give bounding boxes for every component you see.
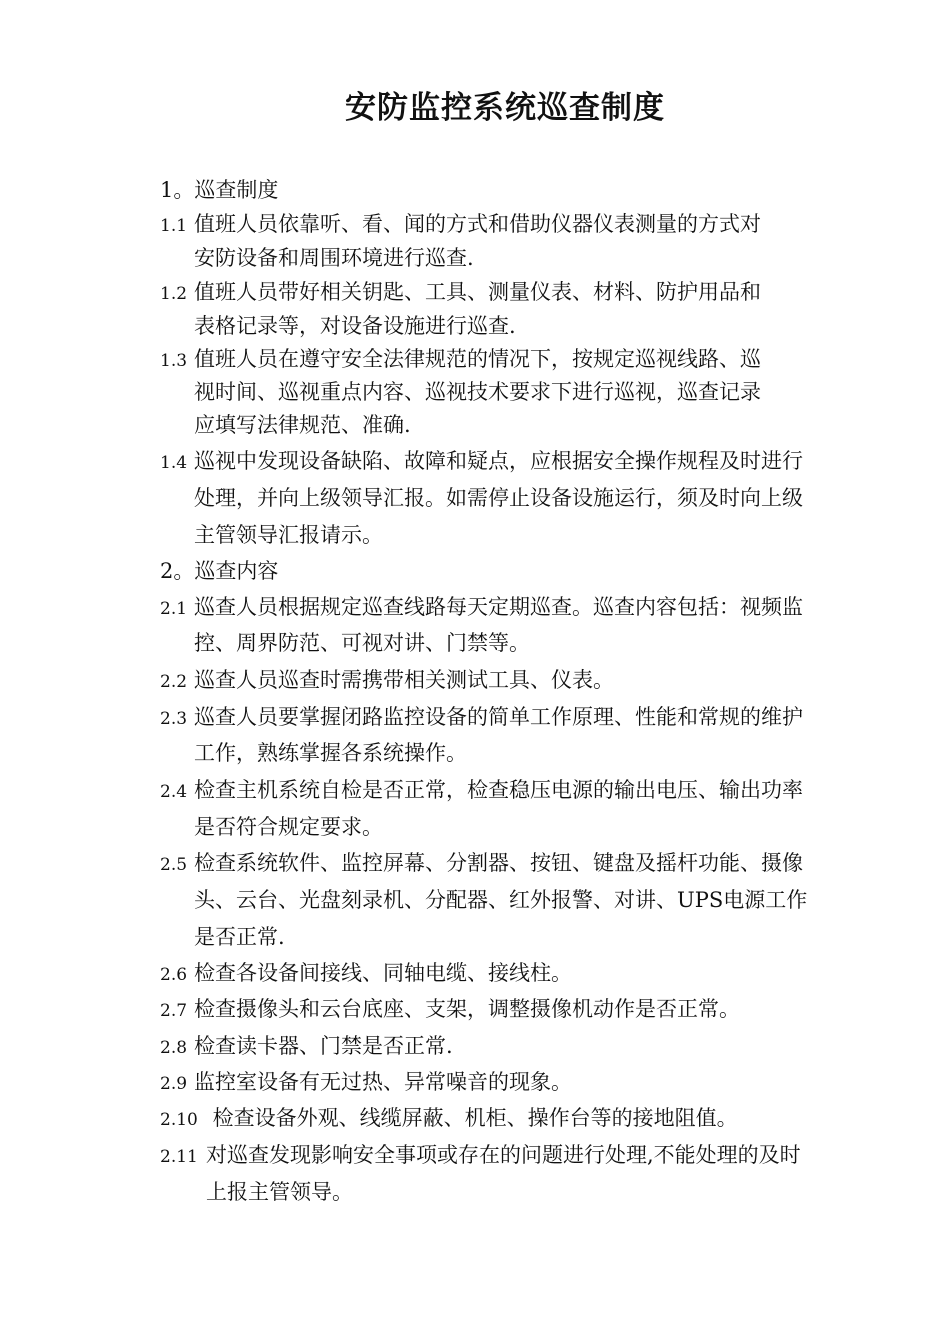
clause-2-7 [160,996,740,1024]
clause-text-line: 视时间、巡视重点内容、巡视技术要求下进行巡视，巡查记录 [194,380,761,404]
clause-1-2 [160,279,761,307]
clause-number: 1.3 [160,351,188,371]
clause-2-8 [160,1033,453,1061]
clause-text-line: 工作，熟练掌握各系统操作。 [194,741,467,765]
clause-text-line: 是否符合规定要求。 [194,815,383,839]
clause-2-11 [160,1142,801,1170]
clause-text-line: 是否正常. [194,925,285,949]
clause-1-3 [160,346,761,374]
clause-text-line: 值班人员在遵守安全法律规范的情况下，按规定巡视线路、巡 [194,347,761,371]
clause-text-line: 检查各设备间接线、同轴电缆、接线柱。 [194,961,572,985]
clause-number: 2.4 [160,782,188,802]
clause-number: 2.6 [160,965,188,985]
clause-2-2 [160,667,614,695]
clause-text-line: 表格记录等，对设备设施进行巡查. [194,314,516,338]
clause-2-4 [160,777,803,805]
clause-text-line: 巡视中发现设备缺陷、故障和疑点，应根据安全操作规程及时进行 [194,449,803,473]
clause-text-line: 巡查人员根据规定巡查线路每天定期巡查。巡查内容包括：视频监 [194,595,803,619]
clause-text-line: 检查设备外观、线缆屏蔽、机柜、操作台等的接地阻值。 [206,1106,738,1130]
clause-text-line: 控、周界防范、可视对讲、门禁等。 [194,631,530,655]
clause-number: 2.3 [160,709,188,729]
clause-text-line: 处理，并向上级领导汇报。如需停止设备设施运行，须及时向上级 [194,486,803,510]
clause-number: 2.11 [160,1147,198,1167]
clause-text-line: 检查主机系统自检是否正常，检查稳压电源的输出电压、输出功率 [194,778,803,802]
clause-number: 2.5 [160,855,188,875]
clause-2-10 [160,1105,738,1133]
clause-number: 1.4 [160,453,188,473]
clause-number: 2.8 [160,1038,188,1058]
clause-text-line: 监控室设备有无过热、异常噪音的现象。 [194,1070,572,1094]
page-title: 安防监控系统巡查制度 [345,90,665,126]
section-heading-1: 1。巡查制度 [160,178,279,202]
clause-1-4 [160,448,803,476]
clause-number: 2.10 [160,1110,198,1130]
clause-text-line: 应填写法律规范、准确. [194,413,411,437]
clause-number: 2.2 [160,672,188,692]
clause-text-line: 主管领导汇报请示。 [194,523,383,547]
clause-text-line: 巡查人员要掌握闭路监控设备的简单工作原理、性能和常规的维护 [194,705,803,729]
clause-text-line: 对巡查发现影响安全事项或存在的问题进行处理,不能处理的及时 [206,1143,801,1167]
clause-text-line: 安防设备和周围环境进行巡查. [194,246,474,270]
clause-text-line: 值班人员带好相关钥匙、工具、测量仪表、材料、防护用品和 [194,280,761,304]
clause-text-line: 上报主管领导。 [206,1180,353,1204]
clause-text-line: 检查系统软件、监控屏幕、分割器、按钮、键盘及摇杆功能、摄像 [194,851,803,875]
clause-2-1 [160,594,803,622]
clause-2-9 [160,1069,572,1097]
clause-2-6 [160,960,572,988]
clause-2-3 [160,704,803,732]
clause-text-line: 巡查人员巡查时需携带相关测试工具、仪表。 [194,668,614,692]
clause-number: 2.7 [160,1001,188,1021]
clause-text-line: 检查摄像头和云台底座、支架，调整摄像机动作是否正常。 [194,997,740,1021]
section-heading-2: 2。巡查内容 [160,559,279,583]
clause-text-line: 值班人员依靠听、看、闻的方式和借助仪器仪表测量的方式对 [194,212,761,236]
clause-text-line: 头、云台、光盘刻录机、分配器、红外报警、对讲、UPS电源工作 [194,888,808,912]
clause-number: 1.1 [160,216,188,236]
clause-number: 2.9 [160,1074,188,1094]
clause-1-1 [160,211,761,239]
clause-2-5 [160,850,803,878]
clause-number: 1.2 [160,284,188,304]
clause-number: 2.1 [160,599,188,619]
clause-text-line: 检查读卡器、门禁是否正常. [194,1034,453,1058]
